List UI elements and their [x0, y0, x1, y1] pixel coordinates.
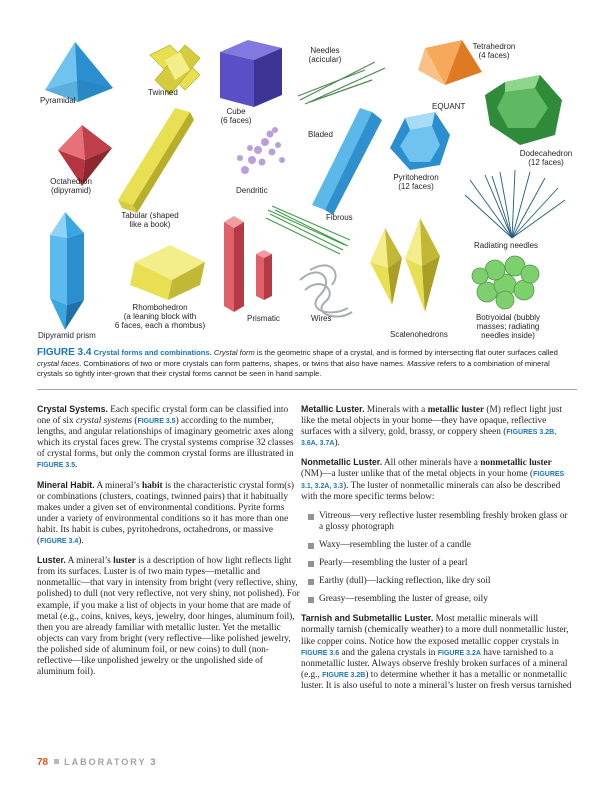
- heading-metallic-luster: Metallic Luster.: [301, 404, 365, 414]
- label-scalenohedrons: Scalenohedrons: [390, 330, 448, 339]
- body-text: Most metallic minerals will normally tarnish (chemically weather) to a more dull nonmetallic luster, like copper coins. Notice how the exposed metallic copper crystals in: [301, 614, 569, 647]
- caption-figure-title: Crystal forms and combinations.: [93, 348, 212, 357]
- rhombohedron-crystal: [130, 245, 205, 300]
- list-item: [301, 540, 573, 551]
- dendritic-crystal: [237, 127, 285, 174]
- label-dodecahedron: Dodecahedron (12 faces): [519, 149, 573, 167]
- body-text: A mineral’s: [94, 480, 142, 491]
- label-dipyramid-prism: Dipyramid prism: [38, 331, 96, 340]
- body-text: is the characteristic crystal form(s) or combinations (clusters, coatings, twinned pairs) that it habitually makes under a given set of environmental conditions. Pyrite forms under a variety of environmental conditions so it has more than one habit. Its habit is cubes, pyritohedrons, octahedrons, or massive (: [37, 480, 295, 547]
- body-text: (M) reflect light just like the metal objects in your home—they have opaque, reflective surfaces with a silvery, gold, brassy, or coppery sheen (: [301, 405, 563, 438]
- caption-divider: [37, 389, 577, 390]
- page-number: 78: [37, 757, 49, 768]
- heading-luster: Luster.: [37, 555, 66, 566]
- body-text: Minerals with a: [364, 405, 428, 415]
- label-rhombohedron: Rhombohedron (a leaning block with 6 faces, each a rhombus): [114, 303, 206, 330]
- scalenohedrons-crystal: [370, 218, 440, 312]
- list-item: [301, 576, 573, 587]
- body-text: A mineral’s: [65, 556, 114, 567]
- figure-ref-link[interactable]: FIGURE 3.2B: [322, 671, 366, 679]
- dipyramid-prism-crystal: [50, 212, 84, 330]
- caption-text: . Combinations of two or more crystals can form patterns, shapes, or twins that also have names.: [79, 358, 408, 368]
- list-item: [301, 594, 573, 605]
- pyritohedron-crystal: [390, 112, 450, 170]
- caption-text: crystal faces: [37, 358, 80, 368]
- caption-text: Massive: [407, 358, 436, 368]
- needles-crystal: [298, 62, 385, 104]
- body-text: (NM)—a luster unlike that of the metal objects in your home (: [301, 469, 534, 480]
- footer-separator: [54, 759, 59, 764]
- dodecahedron-crystal: [485, 75, 562, 145]
- figure-ref-link[interactable]: FIGURES 3.2B, 3.6A, 3.7A: [301, 429, 557, 448]
- body-text: ). The luster of nonmetallic minerals can also be described with the more specific terms below:: [301, 480, 561, 502]
- list-item-text: Waxy—resembling the luster of a candle: [319, 539, 471, 550]
- section-number: 3: [150, 757, 156, 767]
- caption-text: Crystal form: [213, 348, 255, 357]
- label-fibrous: Fibrous: [326, 213, 353, 222]
- label-botryoidal: Botryoidal (bubbly masses; radiating needles inside): [475, 313, 541, 340]
- figure-ref-link[interactable]: FIGURE 3.5: [37, 462, 76, 470]
- list-item: [301, 511, 573, 533]
- keyword-luster: luster: [113, 556, 136, 567]
- keyword-metallic-luster: metallic luster: [427, 405, 485, 415]
- keyword-habit: habit: [141, 480, 163, 491]
- wires-crystal: [300, 265, 352, 316]
- body-text: and the galena crystals in: [339, 647, 438, 658]
- botryoidal-crystal: [472, 256, 539, 309]
- heading-crystal-systems: Crystal Systems.: [37, 404, 108, 414]
- paragraph-tarnish: [301, 613, 573, 692]
- prismatic-crystal: [224, 216, 272, 312]
- bullet-square-icon: [308, 543, 314, 549]
- radiating-needles-crystal: [465, 170, 565, 238]
- body-text: ) according to the number, lengths, and angular relationships of imaginary geometric axes along which its crystal faces grew. The crystal systems comprise 32 classes of crystal forms, but only the common crystal forms are illustrated in: [37, 416, 294, 460]
- paragraph-metallic-luster: [301, 404, 573, 449]
- label-tetrahedron: Tetrahedron (4 faces): [472, 42, 516, 60]
- figure-3-4: [0, 0, 610, 345]
- label-dendritic: Dendritic: [236, 186, 268, 195]
- keyword-nonmetallic-luster: nonmetallic luster: [480, 458, 552, 469]
- body-text: have tarnished to a nonmetallic luster. Always observe freshly broken surfaces of a mineral (e.g.,: [301, 647, 568, 680]
- body-text: ) to determine whether it has a metallic or nonmetallic luster. It is also useful to note a mineral’s luster on fresh versus tarnished: [301, 669, 572, 691]
- luster-terms-list: [301, 511, 573, 606]
- bullet-square-icon: [308, 597, 314, 603]
- label-equant: EQUANT: [432, 102, 466, 111]
- list-item-text: Pearly—resembling the luster of a pearl: [319, 558, 468, 569]
- body-text: ).: [334, 438, 340, 449]
- label-needles: Needles (acicular): [308, 46, 342, 64]
- tabular-crystal: [118, 108, 194, 213]
- list-item-text: Greasy—resembling the luster of grease, oily: [319, 594, 488, 605]
- bullet-square-icon: [308, 579, 314, 585]
- label-wires: Wires: [311, 314, 332, 323]
- label-cube: Cube (6 faces): [220, 107, 252, 125]
- body-text: is a description of how light reflects light from its surfaces. Luster is of two main types—metallic and nonmetallic—that vary in intensity from bright (very reflective, shiny, polished) to dull (not very reflective, not very shiny, not polished). For example, if you make a list of objects in your home that are made of metal (e.g., coins, knives, keys, jewelry, door hinges, aluminum foil), then you are already familiar with metallic luster. Yet the metallic objects can vary from bright (very reflective—like polished jewelry, the polished side of aluminum foil, or new coins) to dull (non-reflective—like unpolished jewelry or the unpolished side of aluminum foil).: [37, 556, 300, 678]
- pyramidal-crystal: [45, 42, 113, 102]
- term-crystal-systems: crystal systems: [76, 416, 133, 427]
- figure-ref-link[interactable]: FIGURE 3.4: [40, 538, 79, 546]
- paragraph-mineral-habit: [37, 480, 302, 548]
- body-text: ).: [78, 536, 84, 547]
- label-twinned: Twinned: [148, 88, 178, 97]
- label-pyritohedron: Pyritohedron (12 faces): [393, 173, 439, 191]
- paragraph-luster: [37, 555, 302, 678]
- heading-tarnish: Tarnish and Submetallic Luster.: [301, 613, 434, 624]
- figure-ref-link[interactable]: FIGURE 3.5: [137, 418, 176, 426]
- bullet-square-icon: [308, 514, 314, 520]
- figure-ref-link[interactable]: FIGURES 3.1, 3.2A, 3.3: [301, 471, 565, 490]
- figure-ref-link[interactable]: FIGURE 3.6: [301, 649, 340, 657]
- label-octahedron: Octahedron (dipyramid): [50, 177, 92, 195]
- page-footer: [37, 757, 155, 768]
- figure-caption: [37, 348, 577, 380]
- list-item: [301, 558, 573, 569]
- caption-text: refers to a combination of mineral crystals so tightly inter-grown that their crystal forms cannot be seen in hand sample.: [37, 358, 550, 378]
- caption-figure-number: FIGURE 3.4: [37, 347, 92, 358]
- right-column: [301, 404, 573, 700]
- body-text: (: [132, 416, 138, 427]
- label-tabular: Tabular (shaped like a book): [121, 211, 179, 229]
- caption-text: is the geometric shape of a crystal, and is formed by intersecting flat outer surfaces called: [254, 348, 558, 357]
- label-radiating-needles: Radiating needles: [474, 241, 539, 250]
- section-name: LABORATORY: [64, 757, 147, 767]
- left-column: [37, 404, 302, 686]
- body-text: .: [75, 460, 78, 471]
- figure-ref-link[interactable]: FIGURE 3.2A: [437, 649, 481, 657]
- bladed-crystal: [312, 108, 382, 215]
- paragraph-crystal-systems: [37, 404, 302, 472]
- paragraph-nonmetallic-luster: [301, 457, 573, 502]
- body-text: All other minerals have a: [382, 458, 481, 469]
- heading-mineral-habit: Mineral Habit.: [37, 479, 95, 490]
- bullet-square-icon: [308, 561, 314, 567]
- label-prismatic: Prismatic: [247, 314, 280, 323]
- label-bladed: Bladed: [308, 130, 333, 139]
- label-pyramidal: Pyramidal: [40, 96, 76, 105]
- cube-crystal: [220, 40, 282, 107]
- body-text: Each specific crystal form can be classified into one of six: [37, 405, 289, 427]
- heading-nonmetallic-luster: Nonmetallic Luster.: [301, 457, 383, 468]
- list-item-text: Earthy (dull)—lacking reflection, like dry soil: [319, 576, 491, 587]
- list-item-text: Vitreous—very reflective luster resembling freshly broken glass or a glossy photograph: [319, 510, 568, 532]
